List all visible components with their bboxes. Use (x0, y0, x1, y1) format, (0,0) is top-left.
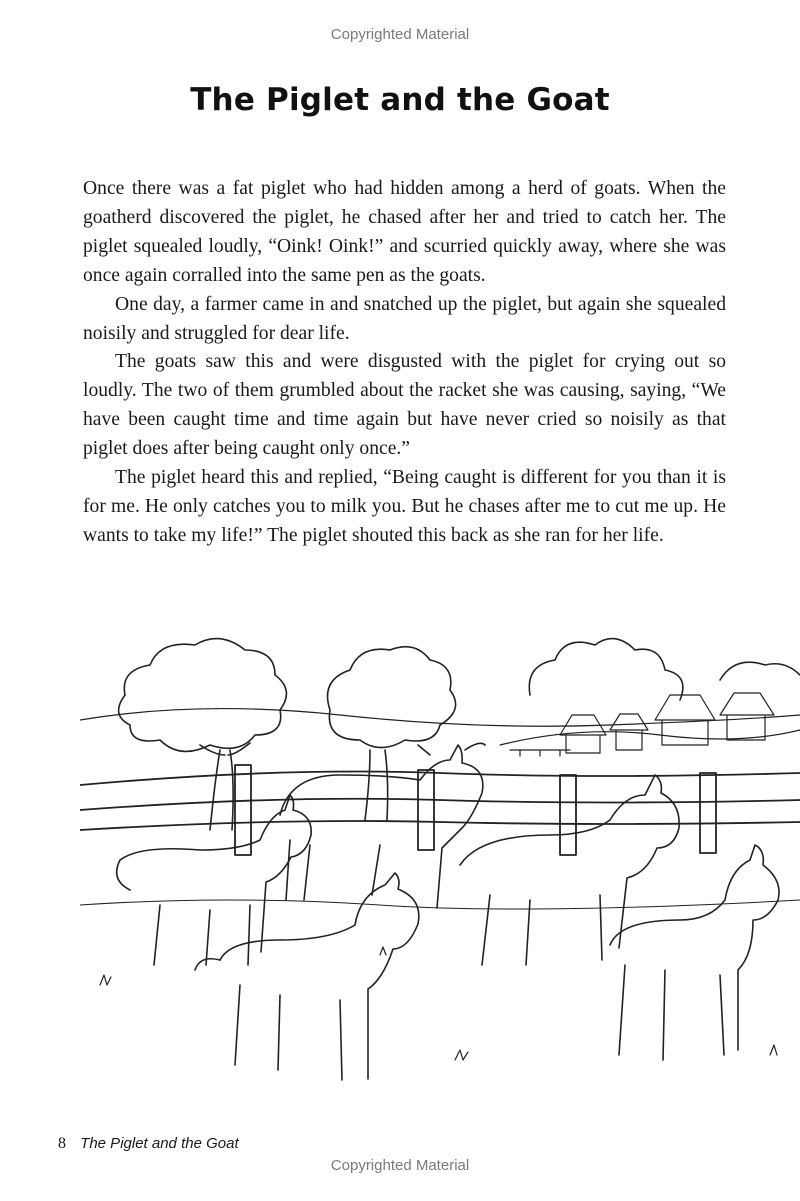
fence (80, 765, 800, 855)
page-footer (58, 1135, 239, 1153)
story-paragraph-2: One day, a farmer came in and snatched up the piglet, but again she squealed noisily and struggled for dear life. (83, 293, 726, 344)
goat-front-center (195, 873, 419, 1080)
grass-tufts (100, 947, 777, 1060)
village-houses (510, 693, 774, 756)
story-body (83, 175, 726, 551)
tree-left (119, 639, 287, 830)
goats-in-pen-illustration (80, 625, 800, 1125)
story-paragraph-4: The piglet heard this and replied, “Being caught is different for you than it is for me. He only catches you to milk you. But he chases after me to cut me up. He wants to take my life!” The piglet shouted this back as she ran for her life. (83, 467, 726, 546)
tree-middle (328, 647, 456, 820)
cloud-shape (529, 639, 683, 700)
goat-right-middle (460, 775, 679, 965)
copyright-watermark-bottom: Copyrighted Material (330, 1157, 470, 1174)
cloud-shape (720, 662, 800, 680)
running-head: The Piglet and the Goat (80, 1135, 239, 1152)
ground-line (80, 900, 800, 909)
hill-line (80, 709, 800, 727)
copyright-watermark-top: Copyrighted Material (330, 26, 470, 43)
hill-line (500, 730, 800, 745)
story-paragraph-1: Once there was a fat piglet who had hidden among a herd of goats. When the goatherd discovered the piglet, he chased after her and tried to catch her. The piglet squealed loudly, “Oink! Oink!” and scurried quickly away, where she was once again corralled into the same pen as the goats. (83, 178, 726, 286)
page-number: 8 (58, 1135, 66, 1152)
goat-far-right (610, 845, 779, 1060)
story-title: The Piglet and the Goat (190, 82, 610, 118)
story-paragraph-3: The goats saw this and were disgusted with the piglet for crying out so loudly. The two of them grumbled about the racket she was causing, saying, “We have been caught time and time again but have never cried so noisily as that piglet does after being caught only once.” (83, 351, 726, 460)
